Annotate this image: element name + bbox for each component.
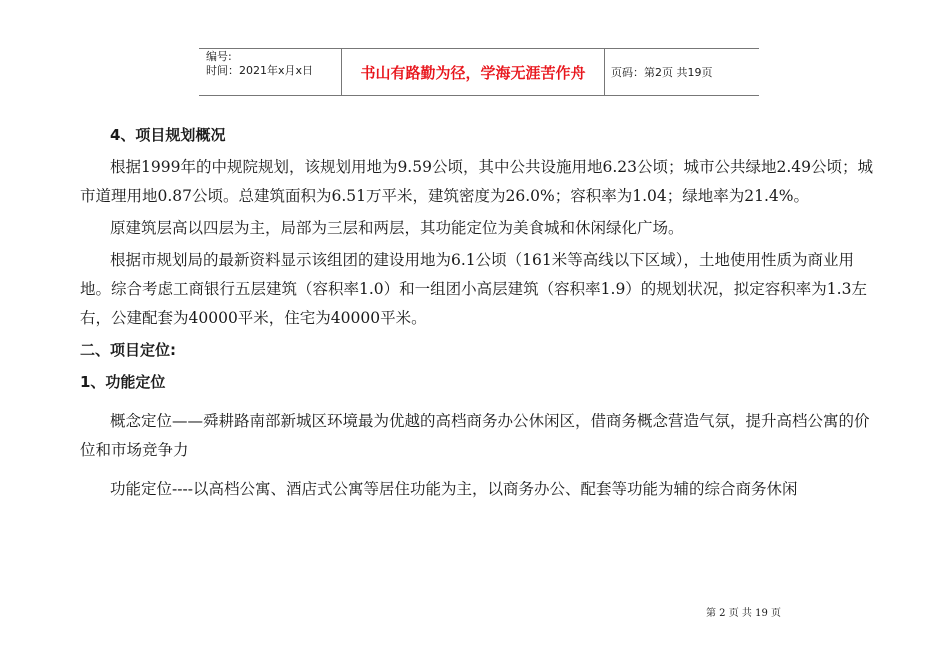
document-body: [80, 121, 880, 504]
header-motto: 书山有路勤为径，学海无涯苦作舟: [342, 49, 605, 95]
paragraph-land-use: 根据市规划局的最新资料显示该组团的建设用地为6.1公顷（161米等高线以下区域），土地使用性质为商业用地。综合考虑工商银行五层建筑（容积率1.0）和一组团小高层建筑（容积率1.9）的规划状况，拟定容积率为1.3左右，公建配套为40000平米，住宅为40000平米。: [80, 251, 867, 327]
paragraph-concept: 概念定位——舜耕路南部新城区环境最为优越的高档商务办公休闲区，借商务概念营造气氛，提升高档公寓的价位和市场竞争力: [80, 412, 870, 459]
heading-planning: 4、项目规划概况: [110, 126, 226, 144]
page-footer: 第 2 页 共 19 页: [706, 608, 781, 619]
paragraph-function: 功能定位----以高档公寓、酒店式公寓等居住功能为主，以商务办公、配套等功能为辅的综合商务休闲: [110, 480, 798, 498]
header-page-info: 页码：第2页 共19页: [611, 66, 713, 79]
heading-positioning: 二、项目定位:: [80, 341, 176, 359]
paragraph-planning: 根据1999年的中规院规划，该规划用地为9.59公顷，其中公共设施用地6.23公顷；城市公共绿地2.49公顷；城市道理用地0.87公顷。总建筑面积为6.51万平米，建筑密度为26.0%；容积率为1.04；绿地率为21.4%。: [80, 158, 873, 205]
time-label: 时间：2021年x月x日: [206, 64, 314, 77]
paragraph-building: 原建筑层高以四层为主，局部为三层和两层，其功能定位为美食城和休闲绿化广场。: [110, 219, 684, 237]
heading-function: 1、功能定位: [80, 373, 166, 391]
number-label: 编号:: [206, 50, 232, 63]
page-header: [199, 48, 759, 96]
header-meta: [199, 49, 342, 95]
